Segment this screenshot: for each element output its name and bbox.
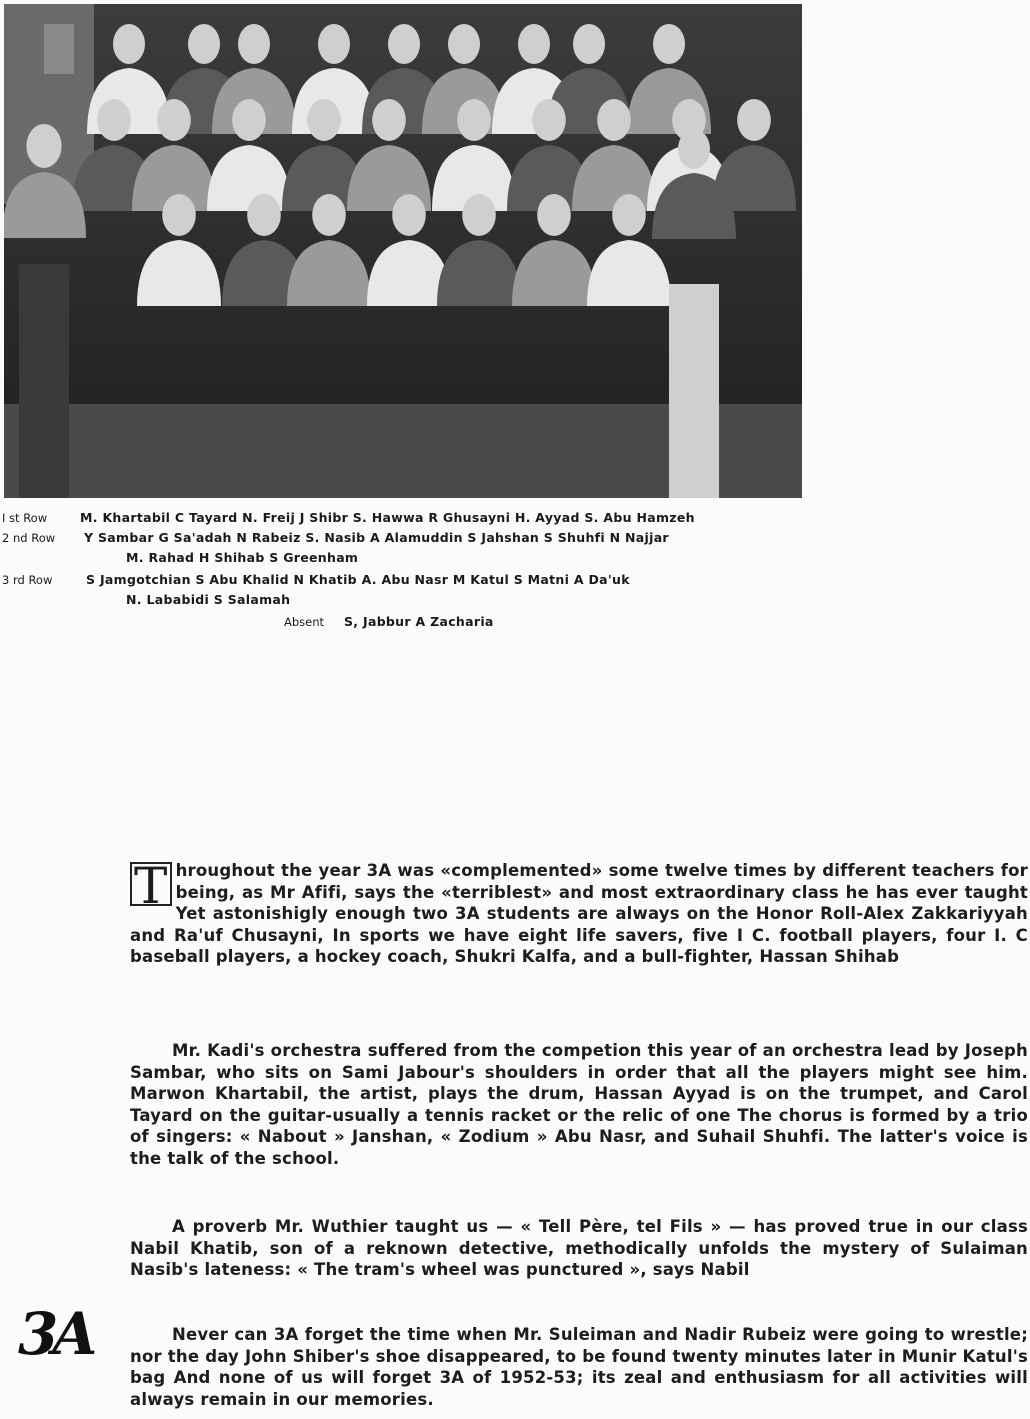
row2-names-line1: Y Sambar G Sa'adah N Rabeiz S. Nasib A Alamuddin S Jahshan S Shuhfi N Najjar xyxy=(84,530,669,545)
row2-names-line2: M. Rahad H Shihab S Greenham xyxy=(126,550,359,565)
person-head xyxy=(238,24,270,64)
person-head xyxy=(372,99,406,141)
person-head xyxy=(457,99,491,141)
person-head xyxy=(532,99,566,141)
drop-cap: T xyxy=(130,862,172,906)
row2-label: 2 nd Row xyxy=(2,531,56,545)
row3-label: 3 rd Row xyxy=(2,573,53,587)
person-head xyxy=(312,194,346,236)
person-head xyxy=(318,24,350,64)
person-head xyxy=(737,99,771,141)
person-head xyxy=(518,24,550,64)
class-group-photo xyxy=(4,4,802,498)
class-page-mark: 3A xyxy=(18,1300,92,1368)
person-legs xyxy=(19,264,69,498)
person-head xyxy=(678,129,710,169)
article-paragraph-4: Never can 3A forget the time when Mr. Suleiman and Nadir Rubeiz were going to wrestle; nor the day John Shiber's shoe disappeared, to be found twenty minutes later in Munir Katul's bag And none of us will forget 3A of 1952-53; its zeal and enthusiasm for all activities will always remain in our memories. xyxy=(130,1325,1028,1409)
article-paragraph-3: A proverb Mr. Wuthier taught us — « Tell Père, tel Fils » — has proved true in our class Nabil Khatib, son of a reknown detective, methodically unfolds the mystery of Sulaiman Nasib's lateness: « The tram's wheel was punctured », says Nabil xyxy=(130,1217,1028,1280)
row1-label: I st Row xyxy=(2,511,48,525)
person-head xyxy=(232,99,266,141)
person-head xyxy=(97,99,131,141)
person-head xyxy=(157,99,191,141)
person-head xyxy=(188,24,220,64)
person-head xyxy=(612,194,646,236)
person-legs xyxy=(669,284,719,498)
absent-names: S, Jabbur A Zacharia xyxy=(344,614,494,629)
person-head xyxy=(392,194,426,236)
group-photo-image xyxy=(4,4,802,498)
person-head xyxy=(388,24,420,64)
person-head xyxy=(162,194,196,236)
row3-names-line2: N. Lababidi S Salamah xyxy=(126,592,291,607)
article-paragraph-1 xyxy=(130,857,1028,968)
paragraph-1-text: hroughout the year 3A was «complemented» some twelve times by different teachers for being, as Mr Afifi, says the «terriblest» and most extraordinary class he has ever taught Yet astonishigly enough two 3A students are always on the Honor Roll-Alex Zakkariyyah and Ra'uf Chusayni, In sports we have eight life savers, five I C. football players, four I. C baseball players, a hockey coach, Shukri Kalfa, and a bull-fighter, Hassan Shihab xyxy=(130,861,1028,967)
article-paragraph-2: Mr. Kadi's orchestra suffered from the competion this year of an orchestra lead by Joseph Sambar, who sits on Sami Jabour's shoulders in order that all the players might see him. Marwon Khartabil, the artist, plays the drum, Hassan Ayyad is on the trumpet, and Carol Tayard on the guitar-usually a tennis racket or the relic of one The chorus is formed by a trio of singers: « Nabout » Janshan, « Zodium » Abu Nasr, and Suhail Shuhfi. The latter's voice is the talk of the school. xyxy=(130,1041,1028,1168)
person-head xyxy=(653,24,685,64)
row3-names-line1: S Jamgotchian S Abu Khalid N Khatib A. Abu Nasr M Katul S Matni A Da'uk xyxy=(86,572,630,587)
person-head xyxy=(537,194,571,236)
person-head xyxy=(597,99,631,141)
person-head xyxy=(26,124,61,168)
person-head xyxy=(573,24,605,64)
absent-label: Absent xyxy=(284,615,325,629)
person-head xyxy=(247,194,281,236)
person-head xyxy=(113,24,145,64)
person-head xyxy=(307,99,341,141)
row1-names: M. Khartabil C Tayard N. Freij J Shibr S. Hawwa R Ghusayni H. Ayyad S. Abu Hamzeh xyxy=(80,510,695,525)
person-head xyxy=(448,24,480,64)
person-head xyxy=(462,194,496,236)
